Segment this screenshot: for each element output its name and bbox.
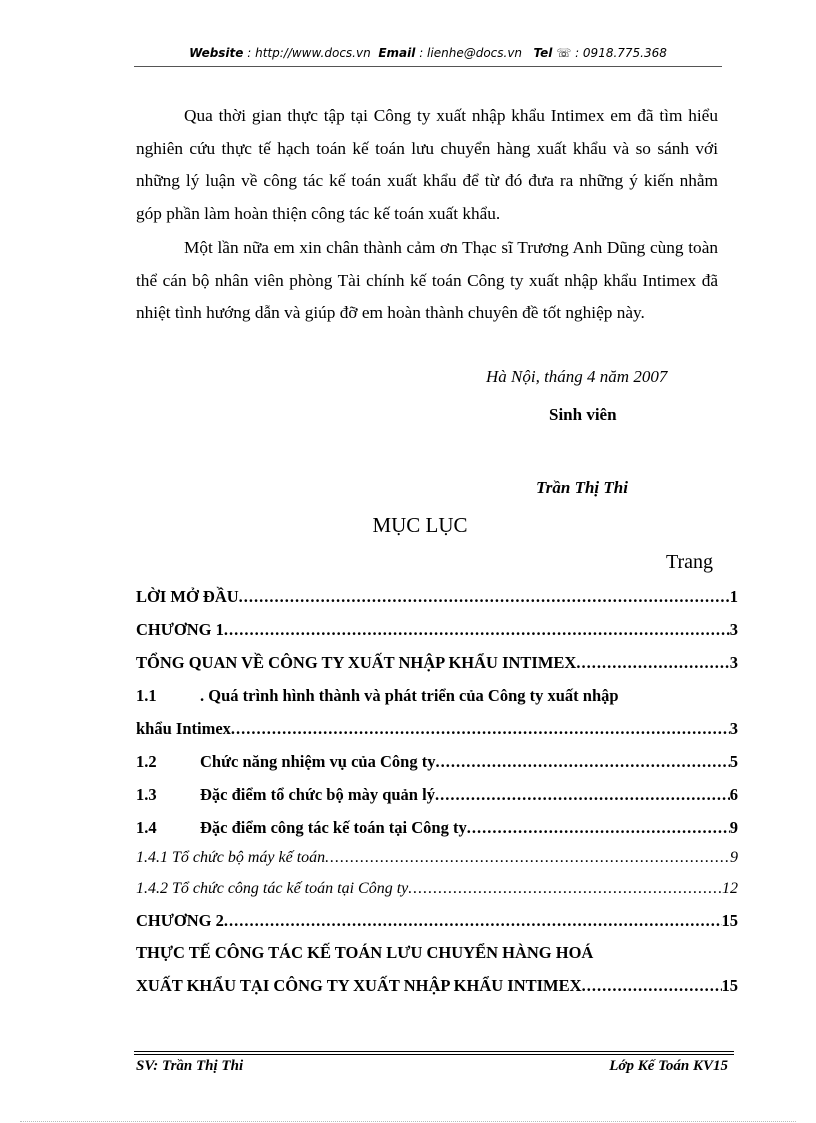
phone-icon: ☏ — [556, 46, 572, 60]
toc-page-label: Trang — [666, 551, 714, 573]
tel-label: Tel — [533, 46, 553, 60]
toc-entry-text: 1.4.1 Tổ chức bộ máy kế toán — [136, 849, 326, 866]
toc-entry-number: 1.2 — [136, 752, 157, 771]
email-label: Email — [378, 46, 416, 60]
toc-entry-page: 1 — [729, 587, 738, 606]
toc-leader — [435, 785, 730, 805]
toc-entry-page: 6 — [729, 785, 738, 804]
footer-divider — [134, 1051, 734, 1052]
toc-leader — [231, 719, 730, 739]
toc-entry-page: 9 — [730, 849, 738, 866]
website-value[interactable]: : http://www.docs.vn — [247, 46, 371, 60]
toc-entry-text: THỰC TẾ CÔNG TÁC KẾ TOÁN LƯU CHUYỂN HÀNG HOÁ — [136, 943, 594, 962]
toc-leader — [224, 911, 722, 931]
toc-entry[interactable] — [136, 653, 738, 673]
toc-entry[interactable] — [136, 943, 738, 963]
toc-entry-page: 15 — [721, 976, 738, 995]
email-value[interactable]: : lienhe@docs.vn — [419, 46, 523, 60]
toc-entry-text: . Quá trình hình thành và phát triển của Công ty xuất nhập — [200, 686, 619, 705]
toc-entry-text: Đặc điểm công tác kế toán tại Công ty — [200, 818, 467, 837]
toc-entry-number: 1.3 — [136, 785, 157, 804]
toc-entry-text: CHƯƠNG 2 — [136, 911, 224, 930]
toc-leader — [582, 976, 722, 996]
footer-student: SV: Trần Thị Thi — [136, 1058, 244, 1074]
toc-entry-text: Chức năng nhiệm vụ của Công ty — [200, 752, 436, 771]
toc-title: MỤC LỤC — [372, 513, 468, 537]
tel-value: : 0918.775.368 — [575, 46, 667, 60]
toc-entry-page: 15 — [721, 911, 738, 930]
toc-entry-text: XUẤT KHẨU TẠI CÔNG TY XUẤT NHẬP KHẨU INTIMEX — [136, 976, 582, 995]
toc-leader — [467, 818, 730, 838]
toc-entry-number: 1.1 — [136, 686, 157, 705]
page-header — [134, 46, 722, 60]
toc-entry[interactable] — [136, 849, 738, 867]
toc-entry-text: LỜI MỞ ĐẦU — [136, 587, 239, 606]
toc-entry[interactable] — [136, 880, 738, 898]
toc-entry[interactable] — [136, 686, 738, 706]
toc-entry-page: 12 — [722, 880, 738, 897]
header-divider — [134, 66, 722, 67]
toc-entry-page: 9 — [729, 818, 738, 837]
signature-role: Sinh viên — [549, 405, 617, 424]
toc-entry-page: 5 — [729, 752, 738, 771]
toc-leader — [239, 587, 730, 607]
website-label: Website — [189, 46, 244, 60]
toc-entry-page: 3 — [729, 620, 738, 639]
toc-entry[interactable] — [136, 620, 738, 640]
signature-name: Trần Thị Thi — [536, 478, 628, 497]
toc-leader — [408, 880, 722, 898]
toc-entry[interactable] — [136, 911, 738, 931]
paragraph-2: Một lần nữa em xin chân thành cảm ơn Thạc sĩ Trương Anh Dũng cùng toàn thể cán bộ nhân viên phòng Tài chính kế toán Công ty xuất nhập khẩu Intimex đã nhiệt tình hướng dẫn và giúp đỡ em hoàn thành chuyên đề tốt nghiệp này. — [136, 238, 718, 322]
footer-class: Lớp Kế Toán KV15 — [609, 1058, 728, 1074]
signature-date: Hà Nội, tháng 4 năm 2007 — [486, 367, 668, 386]
toc-entry-text: Đặc điểm tổ chức bộ mày quản lý — [200, 785, 435, 804]
toc-leader — [576, 653, 729, 673]
toc-entry-text: khẩu Intimex — [136, 719, 231, 738]
footer-divider — [134, 1054, 734, 1055]
toc-leader — [224, 620, 730, 640]
toc-entry[interactable] — [136, 818, 738, 838]
toc-entry[interactable] — [136, 587, 738, 607]
toc-entry-text: TỔNG QUAN VỀ CÔNG TY XUẤT NHẬP KHẨU INTIMEX — [136, 653, 577, 672]
toc-entry-page: 3 — [729, 719, 738, 738]
toc-entry[interactable] — [136, 976, 738, 996]
toc-entry-text: CHƯƠNG 1 — [136, 620, 224, 639]
toc-leader — [325, 849, 730, 867]
toc-entry[interactable] — [136, 752, 738, 772]
toc-leader — [435, 752, 729, 772]
toc-entry[interactable] — [136, 785, 738, 805]
toc-entry-number: 1.4 — [136, 818, 157, 837]
toc-entry-page: 3 — [729, 653, 738, 672]
toc-entry-text: 1.4.2 Tổ chức công tác kế toán tại Công ty — [136, 880, 409, 897]
toc-entry[interactable] — [136, 719, 738, 739]
page-edge — [20, 1121, 796, 1122]
paragraph-1: Qua thời gian thực tập tại Công ty xuất nhập khẩu Intimex em đã tìm hiểu nghiên cứu thực tế hạch toán kế toán lưu chuyển hàng xuất khẩu và so sánh với những lý luận về công tác kế toán xuất khẩu để từ đó đưa ra những ý kiến nhằm góp phần làm hoàn thiện công tác kế toán xuất khẩu. — [136, 106, 718, 223]
